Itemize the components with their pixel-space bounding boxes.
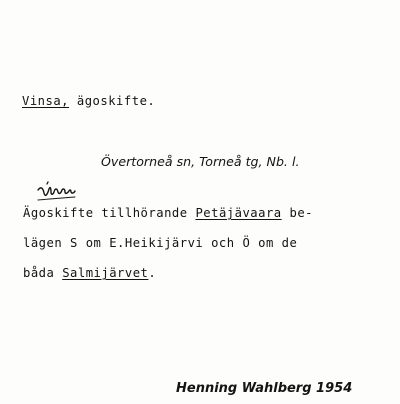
handwritten-annotation (36, 176, 76, 206)
line3-link: Salmijärvet (62, 266, 149, 280)
place-name: Vinsa, (22, 94, 70, 108)
body-line-2: lägen S om E.Heikijärvi och Ö om de (23, 236, 298, 250)
line1-suffix: be- (281, 206, 314, 220)
line1-prefix: Ägoskifte tillhörande (23, 206, 196, 220)
line3-prefix: båda (23, 266, 63, 280)
author-signature: Henning Wahlberg 1954 (176, 381, 353, 396)
card-heading (22, 94, 155, 108)
handwritten-text: vinsa (36, 176, 39, 177)
body-line-1 (23, 206, 313, 220)
place-type: ägoskifte. (69, 94, 156, 108)
line1-link: Petäjävaara (195, 206, 282, 220)
line3-suffix: . (148, 266, 157, 280)
body-line-3 (23, 266, 156, 280)
location-line: Övertorneå sn, Torneå tg, Nb. l. (101, 154, 300, 169)
